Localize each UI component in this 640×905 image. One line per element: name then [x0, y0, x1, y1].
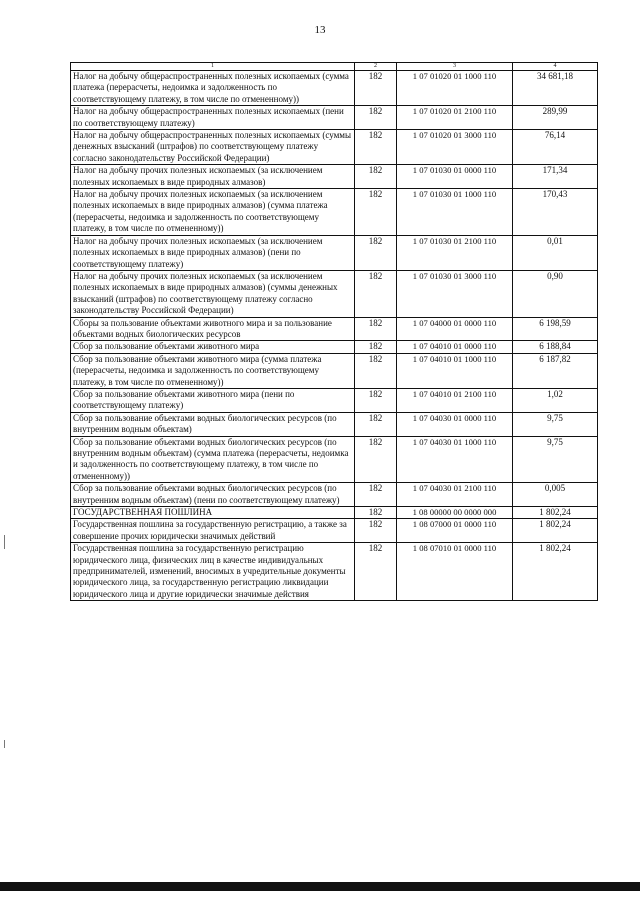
row-amount-cell: 6 188,84: [513, 341, 598, 353]
row-name-cell: Сбор за пользование объектами водных биологических ресурсов (по внутренним водным объектам) (сумма платежа (перерасчеты, недоимка и задолженность по соответствующему платежу, в том числе по отмененному)): [71, 436, 355, 483]
column-header-admin: 2: [355, 63, 397, 71]
table-row: [71, 519, 598, 543]
row-budget-code-cell: 1 08 07000 01 0000 110: [397, 519, 513, 543]
row-amount-cell: 0,005: [513, 483, 598, 507]
table-row: [71, 341, 598, 353]
scan-artifact-left: [4, 535, 5, 549]
row-admin-code-cell: 182: [355, 165, 397, 189]
row-admin-code-cell: 182: [355, 436, 397, 483]
table-row: [71, 235, 598, 270]
row-admin-code-cell: 182: [355, 483, 397, 507]
row-amount-cell: 170,43: [513, 189, 598, 236]
row-budget-code-cell: 1 07 01020 01 1000 110: [397, 71, 513, 106]
row-budget-code-cell: 1 08 07010 01 0000 110: [397, 543, 513, 601]
row-admin-code-cell: 182: [355, 507, 397, 519]
row-admin-code-cell: 182: [355, 106, 397, 130]
revenue-table: [70, 62, 598, 601]
row-name-cell: Сборы за пользование объектами животного мира и за пользование объектами водных биологических ресурсов: [71, 317, 355, 341]
row-admin-code-cell: 182: [355, 341, 397, 353]
row-budget-code-cell: 1 07 04010 01 0000 110: [397, 341, 513, 353]
row-admin-code-cell: 182: [355, 412, 397, 436]
table-row: [71, 507, 598, 519]
table-row: [71, 353, 598, 388]
table-row: [71, 270, 598, 317]
row-name-cell: Сбор за пользование объектами животного мира (сумма платежа (перерасчеты, недоимка и задолженность по соответствующему платежу, в том числе по отмененному)): [71, 353, 355, 388]
table-row: [71, 71, 598, 106]
table-row: [71, 189, 598, 236]
row-budget-code-cell: 1 07 04030 01 2100 110: [397, 483, 513, 507]
row-amount-cell: 6 198,59: [513, 317, 598, 341]
row-admin-code-cell: 182: [355, 317, 397, 341]
row-budget-code-cell: 1 07 01030 01 0000 110: [397, 165, 513, 189]
table-row: [71, 317, 598, 341]
row-name-cell: Сбор за пользование объектами водных биологических ресурсов (по внутренним водным объектам) (пени по соответствующему платежу): [71, 483, 355, 507]
row-amount-cell: 1 802,24: [513, 543, 598, 601]
row-name-cell: Сбор за пользование объектами животного мира: [71, 341, 355, 353]
row-budget-code-cell: 1 08 00000 00 0000 000: [397, 507, 513, 519]
row-admin-code-cell: 182: [355, 388, 397, 412]
row-name-cell: Налог на добычу общераспространенных полезных ископаемых (сумма платежа (перерасчеты, недоимка и задолженность по соответствующему платежу, в том числе по отмененному)): [71, 71, 355, 106]
scan-bottom-bar: [0, 882, 640, 891]
row-admin-code-cell: 182: [355, 519, 397, 543]
row-budget-code-cell: 1 07 04030 01 0000 110: [397, 412, 513, 436]
page-number: 13: [314, 24, 326, 36]
row-admin-code-cell: 182: [355, 543, 397, 601]
row-budget-code-cell: 1 07 01030 01 1000 110: [397, 189, 513, 236]
row-admin-code-cell: 182: [355, 353, 397, 388]
table-row: [71, 165, 598, 189]
table-row: [71, 388, 598, 412]
row-amount-cell: 0,90: [513, 270, 598, 317]
row-amount-cell: 1 802,24: [513, 507, 598, 519]
row-amount-cell: 76,14: [513, 130, 598, 165]
row-amount-cell: 9,75: [513, 436, 598, 483]
row-amount-cell: 0,01: [513, 235, 598, 270]
row-name-cell: Налог на добычу общераспространенных полезных ископаемых (суммы денежных взысканий (штрафов) по соответствующему платежу согласно законодательству Российской Федерации): [71, 130, 355, 165]
row-name-cell: Сбор за пользование объектами водных биологических ресурсов (по внутренним водным объектам): [71, 412, 355, 436]
row-budget-code-cell: 1 07 04000 01 0000 110: [397, 317, 513, 341]
scan-artifact-left-lower: [4, 740, 5, 748]
row-amount-cell: 1 802,24: [513, 519, 598, 543]
row-budget-code-cell: 1 07 04030 01 1000 110: [397, 436, 513, 483]
table-row: [71, 130, 598, 165]
row-name-cell: Государственная пошлина за государственную регистрацию, а также за совершение прочих юридически значимых действий: [71, 519, 355, 543]
row-amount-cell: 289,99: [513, 106, 598, 130]
row-name-cell: Налог на добычу прочих полезных ископаемых (за исключением полезных ископаемых в виде природных алмазов): [71, 165, 355, 189]
row-admin-code-cell: 182: [355, 270, 397, 317]
table-row: [71, 543, 598, 601]
table-header-row: [71, 63, 598, 71]
row-amount-cell: 9,75: [513, 412, 598, 436]
table-row: [71, 483, 598, 507]
row-name-cell: Налог на добычу прочих полезных ископаемых (за исключением полезных ископаемых в виде природных алмазов) (сумма платежа (перерасчеты, недоимка и задолженность по соответствующему платежу, в том числе по отмененному)): [71, 189, 355, 236]
row-budget-code-cell: 1 07 04010 01 1000 110: [397, 353, 513, 388]
row-amount-cell: 1,02: [513, 388, 598, 412]
table-row: [71, 106, 598, 130]
row-budget-code-cell: 1 07 01030 01 2100 110: [397, 235, 513, 270]
row-admin-code-cell: 182: [355, 71, 397, 106]
row-budget-code-cell: 1 07 04010 01 2100 110: [397, 388, 513, 412]
row-budget-code-cell: 1 07 01030 01 3000 110: [397, 270, 513, 317]
column-header-code: 3: [397, 63, 513, 71]
column-header-name: 1: [71, 63, 355, 71]
table-row: [71, 436, 598, 483]
table-body: [71, 71, 598, 601]
row-budget-code-cell: 1 07 01020 01 3000 110: [397, 130, 513, 165]
column-header-amount: 4: [513, 63, 598, 71]
row-name-cell: Налог на добычу общераспространенных полезных ископаемых (пени по соответствующему платежу): [71, 106, 355, 130]
row-admin-code-cell: 182: [355, 235, 397, 270]
row-admin-code-cell: 182: [355, 130, 397, 165]
row-name-cell: Налог на добычу прочих полезных ископаемых (за исключением полезных ископаемых в виде природных алмазов) (пени по соответствующему платежу): [71, 235, 355, 270]
row-amount-cell: 171,34: [513, 165, 598, 189]
row-name-cell: ГОСУДАРСТВЕННАЯ ПОШЛИНА: [71, 507, 355, 519]
row-admin-code-cell: 182: [355, 189, 397, 236]
row-amount-cell: 34 681,18: [513, 71, 598, 106]
row-budget-code-cell: 1 07 01020 01 2100 110: [397, 106, 513, 130]
row-name-cell: Государственная пошлина за государственную регистрацию юридического лица, физических лиц в качестве индивидуальных предпринимателей, изменений, вносимых в учредительные документы юридического лица, за государственную регистрацию ликвидации юридического лица и другие юридически значимые действия: [71, 543, 355, 601]
row-name-cell: Налог на добычу прочих полезных ископаемых (за исключением полезных ископаемых в виде природных алмазов) (суммы денежных взысканий (штрафов) по соответствующему платежу согласно законодательству Российской Федерации): [71, 270, 355, 317]
row-amount-cell: 6 187,82: [513, 353, 598, 388]
table-row: [71, 412, 598, 436]
row-name-cell: Сбор за пользование объектами животного мира (пени по соответствующему платежу): [71, 388, 355, 412]
